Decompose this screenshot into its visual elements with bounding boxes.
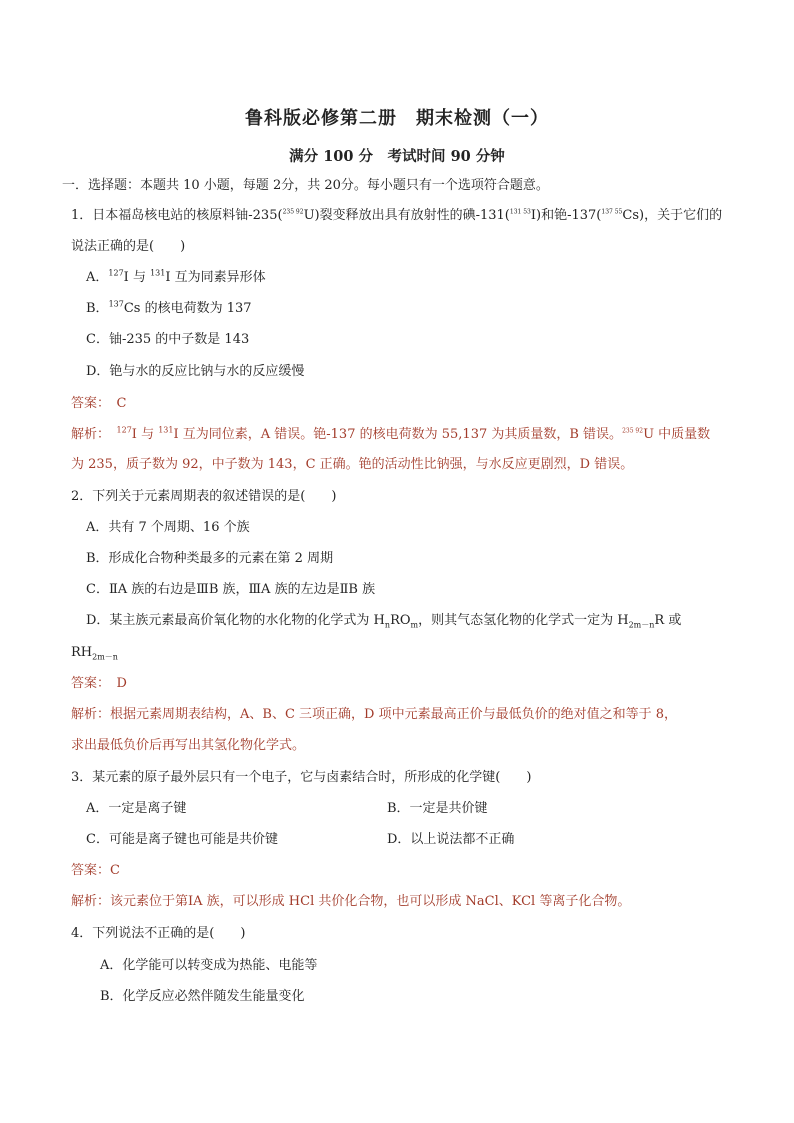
question-2-option-d-line1: D．某主族元素最高价氧化物的水化物的化学式为 $H_nRO_m$，则其气态氢化物的化学式一定为 $H_{2m-n}R$ 或 xyxy=(86,613,682,630)
question-1-stem-line2: 说法正确的是( ) xyxy=(71,239,186,254)
question-2-option-d-line2: $RH_{2m-n}$ xyxy=(71,645,118,662)
question-2-explanation-line1: 解析：根据元素周期表结构，A、B、C 三项正确，D 项中元素最高正价与最低负价的绝对值之和等于 8， xyxy=(71,707,677,722)
page-title: 鲁科版必修第二册 期末检测（一） xyxy=(245,108,549,129)
question-2-option-c: C．ⅡA 族的右边是ⅢB 族，ⅢA 族的左边是ⅡB 族 xyxy=(86,582,376,597)
question-3-option-d: D．以上说法都不正确 xyxy=(387,832,515,847)
question-2-stem: 2．下列关于元素周期表的叙述错误的是( ) xyxy=(71,489,337,504)
question-1-option-a: A．$^{127}$I 与 $^{131}$I 互为同素异形体 xyxy=(86,268,266,285)
isotope-i-label: 131 53 xyxy=(509,208,531,216)
question-2-answer: 答案： D xyxy=(71,676,127,691)
isotope-u-label: 235 92 xyxy=(282,208,304,216)
question-1-option-d: D．铯与水的反应比钠与水的反应缓慢 xyxy=(86,364,305,379)
question-1-option-b: B．$^{137}$Cs 的核电荷数为 137 xyxy=(86,299,252,316)
question-3-explanation: 解析：该元素位于第ⅠA 族，可以形成 HCl 共价化合物，也可以形成 NaCl、KCl 等离子化合物。 xyxy=(71,894,631,909)
question-4-option-a: A．化学能可以转变成为热能、电能等 xyxy=(100,958,318,973)
question-1-option-c: C．铀-235 的中子数是 143 xyxy=(86,332,250,347)
question-3-option-c: C．可能是离子键也可能是共价键 xyxy=(86,832,278,847)
question-3-option-a: A．一定是离子键 xyxy=(86,801,187,816)
question-1-explanation-line2: 为 235，质子数为 92，中子数为 143，C 正确。铯的活动性比钠强，与水反应更剧烈，D 错误。 xyxy=(71,457,634,472)
question-1-explanation-line1: 解析： $^{127}$I 与 $^{131}$I 互为同位素，A 错误。铯-137 的核电荷数为 55,137 为其质量数，B 错误。$^{235 92}$U 中质量数 xyxy=(71,425,711,442)
question-3-option-b: B．一定是共价键 xyxy=(387,801,488,816)
page-subtitle: 满分 100 分 考试时间 90 分钟 xyxy=(289,148,505,165)
question-2-option-a: A．共有 7 个周期、16 个族 xyxy=(86,520,250,535)
question-4-option-b: B．化学反应必然伴随发生能量变化 xyxy=(100,989,305,1004)
question-2-option-b: B．形成化合物种类最多的元素在第 2 周期 xyxy=(86,551,334,566)
question-1-stem-line1: 1．日本福岛核电站的核原料铀-235($^{235 92}$U)裂变释放出具有放射性的碘-131($^{131 53}$I)和铯-137($^{137 55}$Cs)，关于它们的 xyxy=(71,208,723,223)
question-4-stem: 4．下列说法不正确的是( ) xyxy=(71,926,246,941)
section-intro: 一．选择题：本题共 10 小题，每题 2分，共 20分。每小题只有一个选项符合题意。 xyxy=(62,178,549,193)
question-2-explanation-line2: 求出最低负价后再写出其氢化物化学式。 xyxy=(71,738,306,753)
isotope-cs-label: 137 55 xyxy=(601,208,623,216)
question-1-answer: 答案： C xyxy=(71,396,127,411)
question-3-stem: 3．某元素的原子最外层只有一个电子，它与卤素结合时，所形成的化学键( ) xyxy=(71,770,532,785)
question-3-answer: 答案：C xyxy=(71,863,120,878)
